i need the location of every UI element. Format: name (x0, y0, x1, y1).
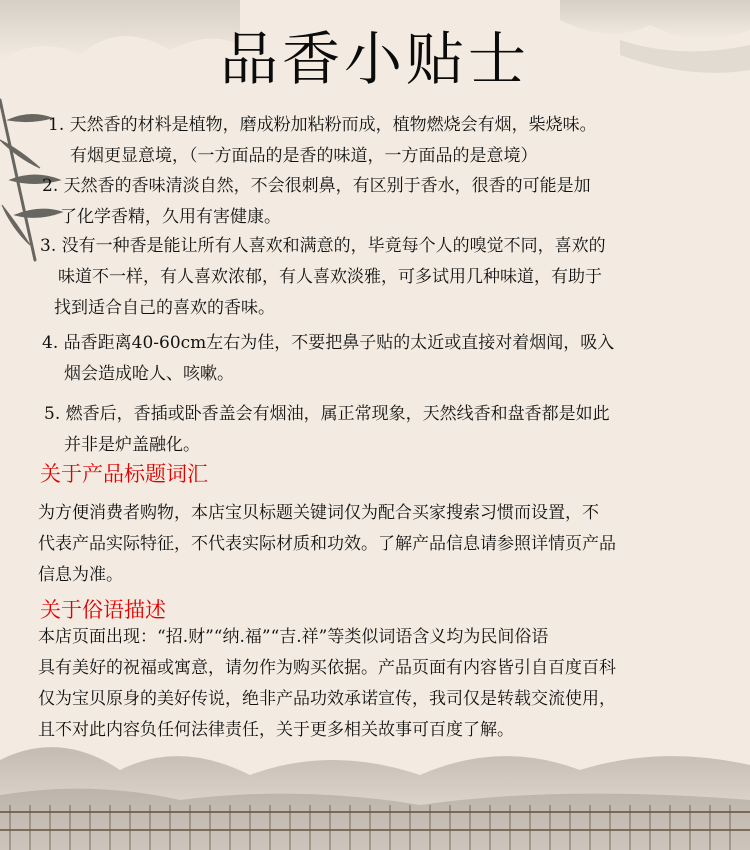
section-2-line-4: 且不对此内容负任何法律责任，关于更多相关故事可百度了解。 (38, 720, 514, 740)
section-body-title-keywords (38, 498, 616, 591)
tip-4-line-2: 烟会造成呛人、咳嗽。 (64, 364, 234, 384)
tip-3-line-2: 味道不一样，有人喜欢浓郁，有人喜欢淡雅，可多试用几种味道，有助于 (58, 267, 602, 287)
tip-5-line-2: 并非是炉盖融化。 (64, 435, 200, 455)
tip-4 (42, 328, 614, 390)
section-1-line-3: 信息为准。 (38, 565, 123, 585)
section-1-line-2: 代表产品实际特征，不代表实际材质和功效。了解产品信息请参照详情页产品 (38, 534, 616, 554)
tip-4-line-1: 4. 品香距离40-60cm左右为佳，不要把鼻子贴的太近或直接对着烟闻，吸入 (42, 333, 615, 353)
section-2-line-2: 具有美好的祝福或寓意，请勿作为购买依据。产品页面有内容皆引自百度百科 (38, 658, 616, 678)
section-2-line-3: 仅为宝贝原身的美好传说，绝非产品功效承诺宣传，我司仅是转载交流使用， (38, 689, 616, 709)
tip-1-line-1: 1. 天然香的材料是植物，磨成粉加粘粉而成，植物燃烧会有烟，柴烧味。 (48, 115, 597, 135)
section-body-folk-sayings (38, 622, 616, 746)
tip-2-line-2: 了化学香精，久用有害健康。 (60, 207, 281, 227)
section-2-line-1: 本店页面出现：“招.财”“纳.福”“吉.祥”等类似词语含义均为民间俗语 (38, 627, 549, 647)
tip-3-line-3: 找到适合自己的喜欢的香味。 (54, 298, 275, 318)
tip-2-line-1: 2. 天然香的香味清淡自然，不会很刺鼻，有区别于香水，很香的可能是加 (42, 176, 591, 196)
tip-1 (48, 110, 597, 172)
section-heading-folk-sayings: 关于俗语描述 (40, 598, 166, 622)
tip-5-line-1: 5. 燃香后，香插或卧香盖会有烟油，属正常现象，天然线香和盘香都是如此 (44, 404, 610, 424)
tip-5 (44, 399, 610, 461)
tip-3-line-1: 3. 没有一种香是能让所有人喜欢和满意的，毕竟每个人的嗅觉不同，喜欢的 (40, 236, 606, 256)
tip-3 (40, 231, 606, 324)
section-1-line-1: 为方便消费者购物，本店宝贝标题关键词仅为配合买家搜索习惯而设置，不 (38, 503, 599, 523)
tip-2 (42, 171, 591, 233)
page-title: 品香小贴士 (219, 25, 530, 93)
tip-1-line-2: 有烟更显意境，（一方面品的是香的味道，一方面品的是意境） (70, 146, 538, 166)
section-heading-title-keywords: 关于产品标题词汇 (40, 462, 208, 486)
